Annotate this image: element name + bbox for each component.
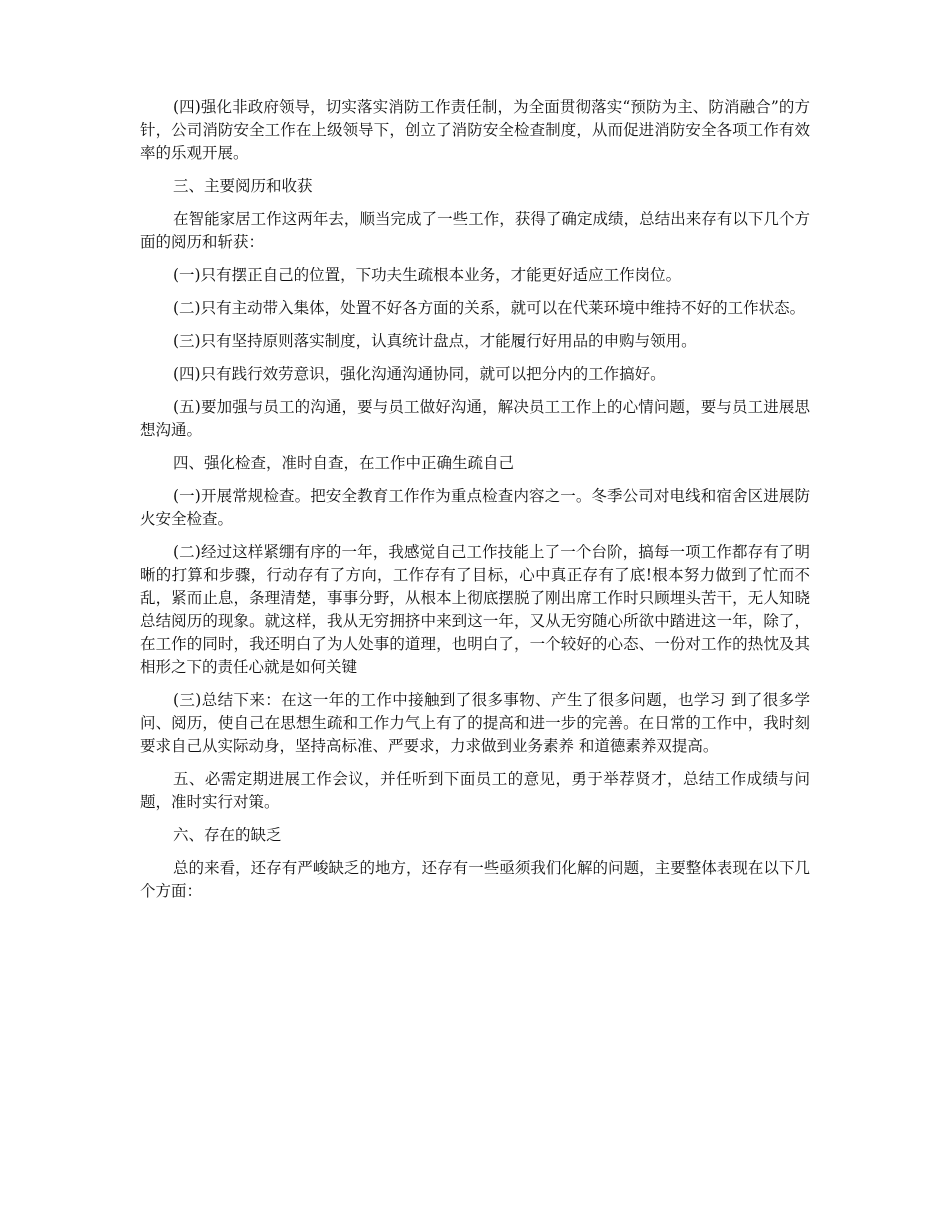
paragraph-shortcomings-intro: 总的来看，还存有严峻缺乏的地方，还存有一些亟须我们化解的问题，主要整体表现在以下几个方面： — [140, 859, 810, 900]
paragraph-experience-5: (五)要加强与员工的沟通，要与员工做好沟通，解决员工工作上的心情问题，要与员工进展思想沟通。 — [140, 398, 810, 439]
paragraph-experience-intro: 在智能家居工作这两年去，顺当完成了一些工作，获得了确定成绩，总结出来存有以下几个方面的阅历和斩获： — [140, 210, 810, 251]
paragraph-experience-3: (三)只有坚持原则落实制度，认真统计盘点，才能履行好用品的申购与领用。 — [173, 332, 697, 350]
section-heading-meetings: 五、必需定期进展工作会议，并任听到下面员工的意见，勇于举荐贤才，总结工作成绩与问题，准时实行对策。 — [140, 770, 810, 811]
document-body — [140, 96, 810, 913]
paragraph-inspection-3: (三)总结下来：在这一年的工作中接触到了很多事物、产生了很多问题，也学习 到了很多学问、阅历，使自己在思想生疏和工作力气上有了的提高和进一步的完善。在日常的工作中，我时刻要求自己从实际动身，坚持高标准、严要求，力求做到业务素养 和道德素养双提高。 — [140, 691, 810, 755]
paragraph-inspection-1: (一)开展常规检查。把安全教育工作作为重点检查内容之一。冬季公司对电线和宿舍区进展防火安全检查。 — [140, 487, 810, 528]
paragraph-experience-4: (四)只有践行效劳意识，强化沟通沟通协同，就可以把分内的工作搞好。 — [173, 365, 666, 383]
section-heading-shortcomings: 六、存在的缺乏 — [173, 826, 282, 844]
section-heading-inspection: 四、强化检查，准时自查，在工作中正确生疏自己 — [173, 454, 515, 472]
paragraph-experience-2: (二)只有主动带入集体，处置不好各方面的关系，就可以在代莱环境中维持不好的工作状态。 — [173, 299, 806, 317]
section-heading-experience: 三、主要阅历和收获 — [173, 177, 313, 195]
paragraph-fire-safety-leadership: (四)强化非政府领导，切实落实消防工作责任制，为全面贯彻落实“预防为主、防消融合”的方针，公司消防安全工作在上级领导下，创立了消防安全检查制度，从而促进消防安全各项工作有效率的乐观开展。 — [140, 98, 810, 162]
paragraph-inspection-2: (二)经过这样紧绷有序的一年，我感觉自己工作技能上了一个台阶，搞每一项工作都存有了明晰的打算和步骤，行动存有了方向，工作存有了目标，心中真正存有了底!根本努力做到了忙而不乱，紧而止息，条理清楚，事事分野，从根本上彻底摆脱了刚出席工作时只顾埋头苦干，无人知晓总结阅历的现象。就这样，我从无穷拥挤中来到这一年，又从无穷随心所欲中踏进这一年，除了，在工作的同时，我还明白了为人处事的道理，也明白了，一个较好的心态、一份对工作的热忱及其相形之下的责任心就是如何关键 — [140, 543, 810, 676]
paragraph-experience-1: (一)只有摆正自己的位置，下功夫生疏根本业务，才能更好适应工作岗位。 — [173, 266, 682, 284]
